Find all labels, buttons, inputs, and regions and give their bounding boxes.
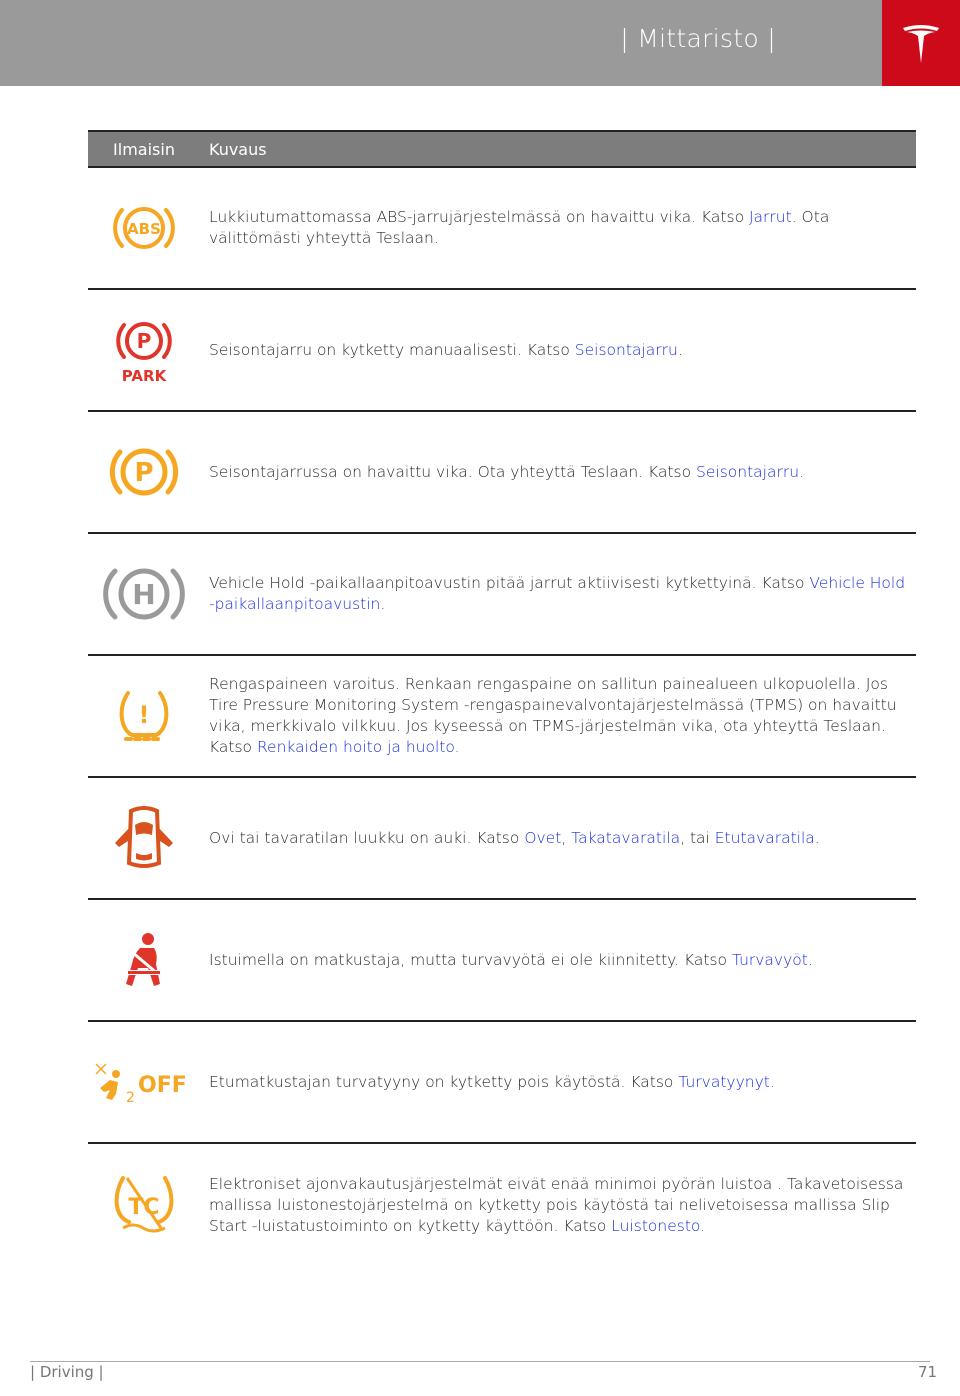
row-description: Elektroniset ajonvakautusjärjestelmät eivät enää minimoi pyörän luistoa . Takavetoisessa mallissa luistonestojärjestelmä on kytketty pois käytöstä tai nelivetoisessa mallissa Slip Start -luistatustoiminto on kytketty käyttöön. Katso Luistonesto. — [209, 1174, 904, 1235]
row-description: Seisontajarrussa on havaittu vika. Ota yhteyttä Teslaan. Katso Seisontajarru. — [209, 462, 804, 481]
svg-text:P: P — [136, 329, 152, 353]
svg-text:2: 2 — [126, 1090, 135, 1104]
row-description: Seisontajarru on kytketty manuaalisesti. Katso Seisontajarru. — [209, 340, 683, 359]
tesla-logo-icon — [897, 19, 945, 67]
traction-control-off-icon — [113, 1172, 175, 1238]
table-row — [88, 168, 916, 290]
door-open-icon — [109, 805, 179, 871]
svg-text:PARK: PARK — [121, 367, 167, 385]
indicator-table — [88, 130, 916, 1266]
seatbelt-icon — [118, 930, 170, 990]
link-takatavaratila[interactable]: Takatavaratila — [571, 828, 681, 847]
table-row — [88, 290, 916, 412]
link-seisontajarru[interactable]: Seisontajarru — [574, 340, 678, 359]
table-row — [88, 1144, 916, 1266]
table-row — [88, 778, 916, 900]
tesla-logo — [882, 0, 960, 86]
col-indicator-header: Ilmaisin — [113, 139, 175, 159]
table-row — [88, 1022, 916, 1144]
page-title: | Mittaristo | — [620, 24, 776, 53]
row-description: Ovi tai tavaratilan luukku on auki. Katso Ovet, Takatavaratila, tai Etutavaratila. — [209, 828, 820, 847]
svg-text:OFF: OFF — [138, 1073, 187, 1098]
table-row — [88, 656, 916, 778]
link-jarrut[interactable]: Jarrut — [748, 208, 792, 226]
abs-warning-icon — [112, 200, 176, 256]
svg-text:ABS: ABS — [127, 220, 161, 238]
link-seisontajarru[interactable]: Seisontajarru — [696, 462, 800, 481]
row-description: Rengaspaineen varoitus. Renkaan rengaspaine on sallitun painealueen ulkopuolella. Jos Tire Pressure Monitoring System -rengaspainevalvontajärjestelmässä (TPMS) on havaittu vika, merkkivalo vilkkuu. Jos kyseessä on TPMS-järjestelmän vika, ota yhteyttä Teslaan. Katso Renkaiden hoito ja huolto. — [209, 675, 897, 756]
page-number: 71 — [918, 1363, 938, 1381]
parking-brake-fault-icon — [108, 442, 180, 502]
table-row — [88, 900, 916, 1022]
link-etutavaratila[interactable]: Etutavaratila — [714, 828, 815, 847]
link-renkaiden-hoito[interactable]: Renkaiden hoito ja huolto — [256, 738, 455, 756]
vehicle-hold-icon — [99, 559, 189, 629]
tire-pressure-warning-icon — [118, 689, 170, 743]
link-ovet[interactable]: Ovet — [524, 828, 562, 847]
col-description-header: Kuvaus — [209, 139, 267, 159]
footer-divider — [30, 1361, 930, 1362]
airbag-off-icon — [92, 1060, 196, 1104]
svg-text:!: ! — [138, 701, 150, 729]
svg-text:P: P — [134, 458, 154, 488]
parking-brake-park-icon — [112, 315, 176, 385]
header-band — [0, 0, 882, 86]
row-description: Lukkiutumattomassa ABS-jarrujärjestelmässä on havaittu vika. Katso Jarrut. Ota välittömästi yhteyttä Teslaan. — [209, 208, 830, 247]
link-turvatyynyt[interactable]: Turvatyynyt — [678, 1072, 770, 1091]
row-description: Vehicle Hold -paikallaanpitoavustin pitää jarrut aktiivisesti kytkettyinä. Katso Vehicle Hold -paikallaanpitoavustin. — [209, 574, 906, 613]
svg-text:H: H — [132, 578, 156, 611]
table-row — [88, 534, 916, 656]
table-header — [88, 130, 916, 168]
table-row — [88, 412, 916, 534]
svg-text:TC: TC — [128, 1195, 160, 1220]
link-luistonesto[interactable]: Luistonesto — [611, 1216, 701, 1235]
link-turvavyot[interactable]: Turvavyöt — [731, 950, 808, 969]
link-vehicle-hold[interactable]: Vehicle Hold -paikallaanpitoavustin — [209, 574, 906, 613]
footer-section: | Driving | — [30, 1363, 104, 1381]
row-description: Etumatkustajan turvatyyny on kytketty pois käytöstä. Katso Turvatyynyt. — [209, 1072, 775, 1091]
row-description: Istuimella on matkustaja, mutta turvavyötä ei ole kiinnitetty. Katso Turvavyöt. — [209, 950, 813, 969]
